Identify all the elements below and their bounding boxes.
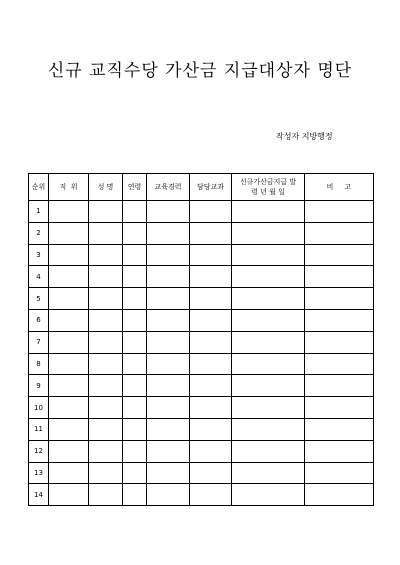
age-cell <box>123 418 147 440</box>
education-cell <box>147 309 190 331</box>
remarks-cell <box>305 353 374 375</box>
remarks-cell <box>305 244 374 266</box>
education-cell <box>147 484 190 506</box>
remarks-cell <box>305 331 374 353</box>
name-cell <box>89 353 123 375</box>
age-cell <box>123 353 147 375</box>
name-cell <box>89 418 123 440</box>
table-row <box>29 222 374 244</box>
remarks-cell <box>305 418 374 440</box>
position-cell <box>49 397 89 419</box>
issue-date-cell <box>232 288 305 310</box>
education-cell <box>147 440 190 462</box>
age-cell <box>123 266 147 288</box>
subject-cell <box>190 375 232 397</box>
subject-cell <box>190 244 232 266</box>
education-cell <box>147 266 190 288</box>
table-row <box>29 375 374 397</box>
rank-cell: 8 <box>29 353 49 375</box>
subject-cell <box>190 397 232 419</box>
position-cell <box>49 462 89 484</box>
name-cell <box>89 244 123 266</box>
document-title: 신규 교직수당 가산금 지급대상자 명단 <box>47 61 353 81</box>
age-cell <box>123 397 147 419</box>
table-row <box>29 266 374 288</box>
education-cell <box>147 418 190 440</box>
position-cell <box>49 309 89 331</box>
education-cell <box>147 288 190 310</box>
position-cell <box>49 418 89 440</box>
table-row <box>29 353 374 375</box>
name-cell <box>89 375 123 397</box>
subject-cell <box>190 222 232 244</box>
issue-date-cell <box>232 222 305 244</box>
education-cell <box>147 201 190 223</box>
header-rank: 순위 <box>29 174 49 201</box>
header-name: 성 명 <box>89 174 123 201</box>
remarks-cell <box>305 222 374 244</box>
rank-cell: 12 <box>29 440 49 462</box>
position-cell <box>49 375 89 397</box>
issue-date-cell <box>232 375 305 397</box>
position-cell <box>49 353 89 375</box>
subject-cell <box>190 484 232 506</box>
header-issue-date-label: 신규가산금지급 발 령 년 월 일 <box>239 178 297 196</box>
rank-cell: 13 <box>29 462 49 484</box>
name-cell <box>89 266 123 288</box>
subject-cell <box>190 309 232 331</box>
position-cell <box>49 331 89 353</box>
age-cell <box>123 331 147 353</box>
position-cell <box>49 288 89 310</box>
header-issue-date <box>232 174 305 201</box>
age-cell <box>123 309 147 331</box>
position-cell <box>49 201 89 223</box>
education-cell <box>147 397 190 419</box>
remarks-cell <box>305 266 374 288</box>
table-row <box>29 288 374 310</box>
rank-cell: 2 <box>29 222 49 244</box>
education-cell <box>147 222 190 244</box>
position-cell <box>49 222 89 244</box>
issue-date-cell <box>232 331 305 353</box>
issue-date-cell <box>232 244 305 266</box>
table-row <box>29 397 374 419</box>
rank-cell: 9 <box>29 375 49 397</box>
subject-cell <box>190 418 232 440</box>
rank-cell: 7 <box>29 331 49 353</box>
subject-cell <box>190 201 232 223</box>
age-cell <box>123 440 147 462</box>
name-cell <box>89 331 123 353</box>
rank-cell: 6 <box>29 309 49 331</box>
header-subject: 담당교과 <box>190 174 232 201</box>
name-cell <box>89 462 123 484</box>
header-row <box>29 174 374 201</box>
issue-date-cell <box>232 484 305 506</box>
issue-date-cell <box>232 309 305 331</box>
name-cell <box>89 288 123 310</box>
table-row <box>29 201 374 223</box>
position-cell <box>49 266 89 288</box>
header-education-career: 교육경력 <box>147 174 190 201</box>
header-age: 연령 <box>123 174 147 201</box>
name-cell <box>89 440 123 462</box>
rank-cell: 14 <box>29 484 49 506</box>
subject-cell <box>190 440 232 462</box>
subject-cell <box>190 331 232 353</box>
education-cell <box>147 353 190 375</box>
position-cell <box>49 440 89 462</box>
education-cell <box>147 331 190 353</box>
remarks-cell <box>305 309 374 331</box>
issue-date-cell <box>232 353 305 375</box>
subject-cell <box>190 462 232 484</box>
subject-cell <box>190 266 232 288</box>
rank-cell: 3 <box>29 244 49 266</box>
age-cell <box>123 222 147 244</box>
name-cell <box>89 201 123 223</box>
table-row <box>29 331 374 353</box>
remarks-cell <box>305 201 374 223</box>
table-row <box>29 484 374 506</box>
age-cell <box>123 244 147 266</box>
issue-date-cell <box>232 397 305 419</box>
issue-date-cell <box>232 440 305 462</box>
rank-cell: 4 <box>29 266 49 288</box>
education-cell <box>147 462 190 484</box>
education-cell <box>147 375 190 397</box>
age-cell <box>123 462 147 484</box>
remarks-cell <box>305 440 374 462</box>
remarks-cell <box>305 375 374 397</box>
header-remarks: 비 고 <box>305 174 374 201</box>
subject-cell <box>190 288 232 310</box>
rank-cell: 5 <box>29 288 49 310</box>
author-line: 작성자 지방행정 <box>276 132 333 141</box>
roster-table <box>28 173 374 506</box>
name-cell <box>89 397 123 419</box>
table-row <box>29 309 374 331</box>
issue-date-cell <box>232 266 305 288</box>
table-row <box>29 440 374 462</box>
issue-date-cell <box>232 418 305 440</box>
rank-cell: 1 <box>29 201 49 223</box>
table-header <box>29 174 374 201</box>
rank-cell: 11 <box>29 418 49 440</box>
education-cell <box>147 244 190 266</box>
issue-date-cell <box>232 201 305 223</box>
name-cell <box>89 309 123 331</box>
subject-cell <box>190 353 232 375</box>
header-position: 직 위 <box>49 174 89 201</box>
table-row <box>29 418 374 440</box>
age-cell <box>123 201 147 223</box>
remarks-cell <box>305 462 374 484</box>
remarks-cell <box>305 288 374 310</box>
remarks-cell <box>305 397 374 419</box>
table-body <box>29 201 374 506</box>
rank-cell: 10 <box>29 397 49 419</box>
remarks-cell <box>305 484 374 506</box>
age-cell <box>123 484 147 506</box>
name-cell <box>89 484 123 506</box>
position-cell <box>49 484 89 506</box>
position-cell <box>49 244 89 266</box>
table-row <box>29 462 374 484</box>
age-cell <box>123 375 147 397</box>
issue-date-cell <box>232 462 305 484</box>
age-cell <box>123 288 147 310</box>
table-row <box>29 244 374 266</box>
name-cell <box>89 222 123 244</box>
